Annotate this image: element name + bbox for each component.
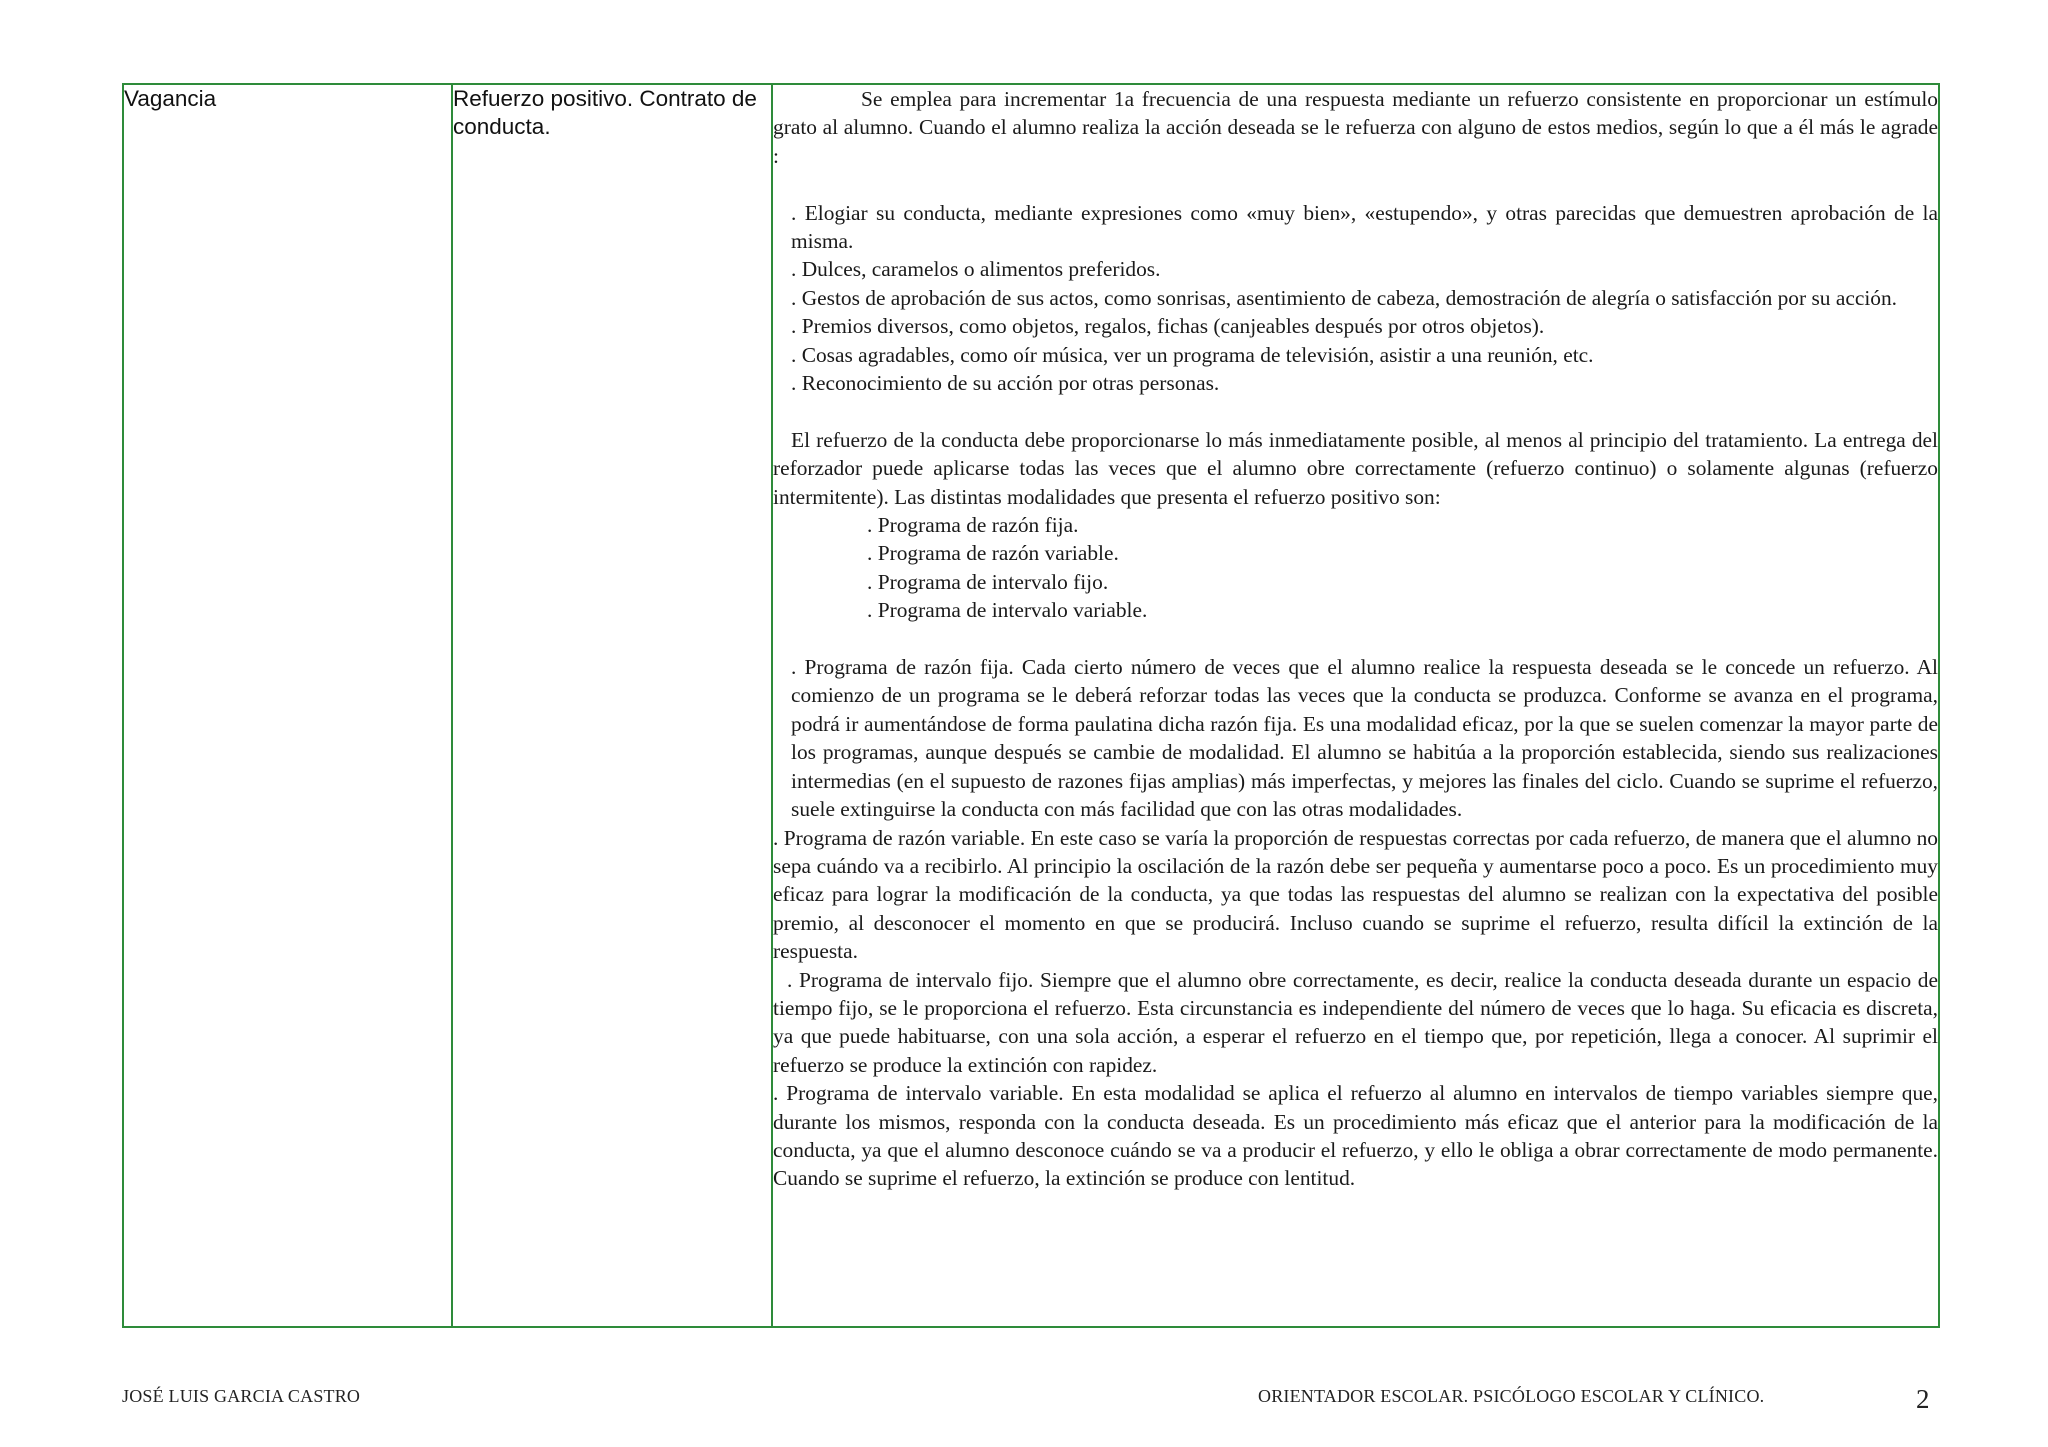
footer-role: ORIENTADOR ESCOLAR. PSICÓLOGO ESCOLAR Y CLÍNICO.: [1258, 1386, 1765, 1406]
detail-paragraph: . Programa de intervalo variable. En esta modalidad se aplica el refuerzo al alumno en intervalos de tiempo variables siempre que, durante los mismos, responda con la conducta deseada. Es un procedimiento más eficaz que el anterior para la modificación de la conducta, ya que el alumno desconoce cuándo se va a producir el refuerzo, y ello le obliga a obrar correctamente de modo permanente. Cuando se suprime el refuerzo, la extinción se produce con lentitud.: [773, 1081, 1938, 1191]
modality-list: [773, 511, 1938, 625]
list-item: . Programa de intervalo variable.: [867, 598, 1148, 623]
technique-text: Refuerzo positivo. Contrato de conducta.: [453, 86, 757, 139]
list-item: . Premios diversos, como objetos, regalos, fichas (canjeables después por otros objetos).: [791, 314, 1545, 339]
table-row: [123, 84, 1939, 1327]
delivery-paragraph: El refuerzo de la conducta debe proporcionarse lo más inmediatamente posible, al menos al principio del tratamiento. La entrega del reforzador puede aplicarse todas las veces que el alumno obre correctamente (refuerzo continuo) o solamente algunas (refuerzo intermitente). Las distintas modalidades que presenta el refuerzo positivo son:: [773, 427, 1938, 509]
list-item: . Cosas agradables, como oír música, ver un programa de televisión, asistir a una reunión, etc.: [791, 342, 1594, 367]
detail-paragraph: . Programa de intervalo fijo. Siempre que el alumno obre correctamente, es decir, realice la conducta deseada durante un espacio de tiempo fijo, se le proporciona el refuerzo. Esta circunstancia es independiente del número de veces que lo haga. Su eficacia es discreta, ya que puede habituarse, con una sola acción, a esperar el refuerzo en el tiempo que, por repetición, llega a conocer. Al suprimir el refuerzo se produce la extinción con rapidez.: [773, 967, 1938, 1077]
list-item: . Programa de razón variable.: [867, 541, 1119, 566]
list-item: . Programa de intervalo fijo.: [867, 569, 1109, 594]
problem-cell: [123, 84, 452, 1327]
list-item: . Dulces, caramelos o alimentos preferidos.: [791, 257, 1161, 282]
list-item: . Elogiar su conducta, mediante expresiones como «muy bien», «estupendo», y otras parecidas que demuestren aprobación de la misma.: [791, 200, 1938, 254]
behavior-table: [122, 83, 1940, 1328]
detail-block-first: [773, 653, 1938, 823]
intro-paragraph: Se emplea para incrementar 1a frecuencia de una respuesta mediante un refuerzo consistente en proporcionar un estímulo grato al alumno. Cuando el alumno realiza la acción deseada se le refuerza con alguno de estos medios, según lo que a él más le agrade :: [773, 87, 1938, 168]
spacer: [773, 625, 1938, 653]
detail-paragraph: . Programa de razón fija. Cada cierto número de veces que el alumno realice la respuesta deseada se le concede un refuerzo. Al comienzo de un programa se le deberá reforzar todas las veces que la conducta se produzca. Conforme se avanza en el programa, podrá ir aumentándose de forma paulatina dicha razón fija. Es una modalidad eficaz, por la que se suelen comenzar la mayor parte de los programas, aunque después se cambie de modalidad. El alumno se habitúa a la proporción establecida, siendo sus realizaciones intermedias (en el supuesto de razones fijas amplias) más imperfectas, y mejores las finales del ciclo. Cuando se suprime el refuerzo, suele extinguirse la conducta con más facilidad que con las otras modalidades.: [791, 655, 1938, 822]
footer-author: JOSÉ LUIS GARCIA CASTRO: [122, 1386, 361, 1406]
reinforcer-list: [773, 199, 1938, 398]
list-item: . Reconocimiento de su acción por otras personas.: [791, 371, 1220, 396]
spacer: [773, 397, 1938, 425]
list-item: . Gestos de aprobación de sus actos, como sonrisas, asentimiento de cabeza, demostración de alegría o satisfacción por su acción.: [791, 285, 1898, 310]
list-item: . Programa de razón fija.: [867, 513, 1079, 538]
page-number: 2: [1916, 1384, 1930, 1414]
description-cell: [772, 84, 1939, 1327]
technique-cell: [452, 84, 772, 1327]
problem-text: Vagancia: [124, 86, 217, 111]
detail-paragraph: . Programa de razón variable. En este caso se varía la proporción de respuestas correctas por cada refuerzo, de manera que el alumno no sepa cuándo va a recibirlo. Al principio la oscilación de la razón debe ser pequeña y aumentarse poco a poco. Es un procedimiento muy eficaz para lograr la modificación de la conducta, ya que todas las respuestas del alumno se realizan con la expectativa del posible premio, al desconocer el momento en que se producirá. Incluso cuando se suprime el refuerzo, resulta difícil la extinción de la respuesta.: [773, 825, 1938, 964]
spacer: [773, 170, 1938, 198]
